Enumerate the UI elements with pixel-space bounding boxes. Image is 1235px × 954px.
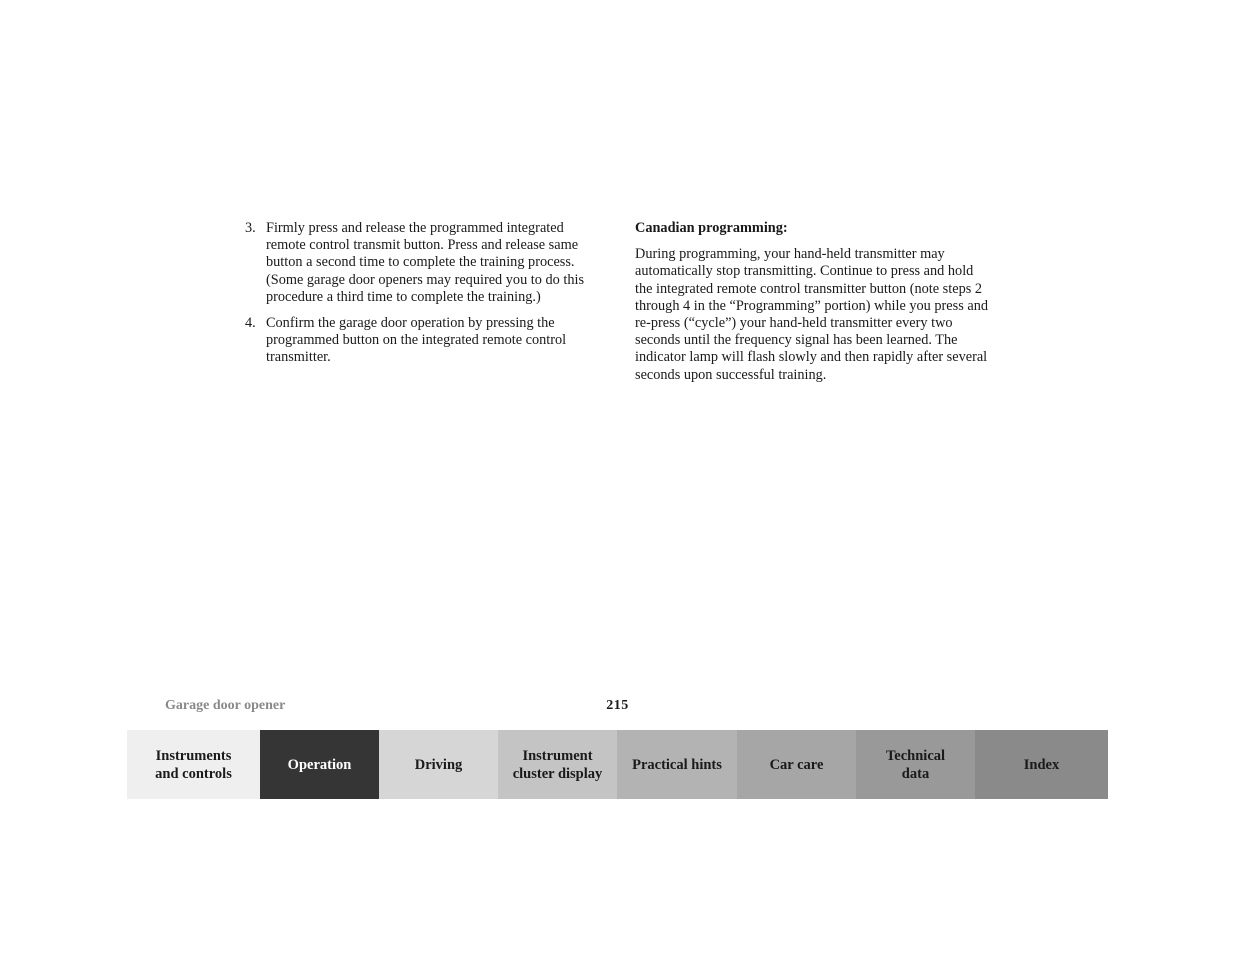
footer-section-title: Garage door opener (165, 698, 286, 713)
section-heading: Canadian programming: (635, 220, 788, 236)
nav-tab-instruments-and-controls[interactable]: Instruments and controls (127, 730, 260, 799)
instruction-step (245, 315, 595, 367)
instruction-step (245, 220, 595, 306)
step-text: Firmly press and release the programmed integrated remote control transmit button. Press and release same button a second time to complete the training process. (Some garage door openers may required you to do this procedure a third time to complete the training.) (266, 220, 585, 305)
step-number: 3. (245, 220, 256, 236)
nav-tab-index[interactable]: Index (975, 730, 1108, 799)
nav-tab-car-care[interactable]: Car care (737, 730, 856, 799)
nav-tab-practical-hints[interactable]: Practical hints (617, 730, 737, 799)
section-paragraph: During programming, your hand-held transmitter may automatically stop transmitting. Continue to press and hold the integrated remote control transmitter button (note steps 2 through 4 in the “Programming” portion) while you press and re-press (“cycle”) your hand-held transmitter every two seconds until the frequency signal has been learned. The indicator lamp will flash slowly and then rapidly after several seconds upon successful training. (635, 246, 988, 383)
step-text: Confirm the garage door operation by pressing the programmed button on the integrated remote control transmitter. (266, 315, 567, 366)
nav-tab-technical-data[interactable]: Technical data (856, 730, 975, 799)
instruction-steps-column (245, 220, 595, 376)
canadian-programming-section (635, 220, 990, 384)
chapter-nav-bar (127, 730, 1108, 799)
page-number: 215 (606, 698, 629, 713)
nav-tab-driving[interactable]: Driving (379, 730, 498, 799)
nav-tab-operation[interactable]: Operation (260, 730, 379, 799)
nav-tab-instrument-cluster-display[interactable]: Instrument cluster display (498, 730, 617, 799)
step-number: 4. (245, 315, 256, 332)
